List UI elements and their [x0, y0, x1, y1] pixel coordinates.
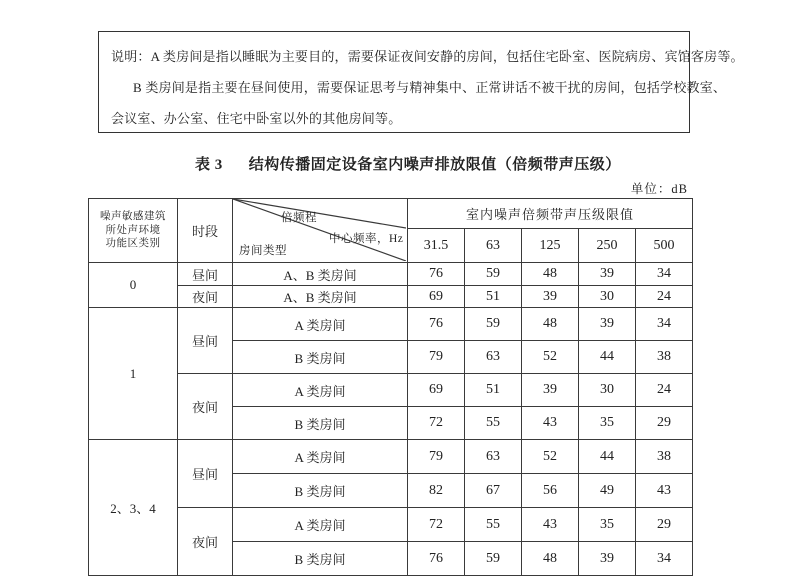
value-cell: 44 — [579, 341, 636, 374]
value-cell: 34 — [636, 308, 693, 341]
value-cell: 43 — [636, 474, 693, 508]
category-cell: 2、3、4 — [89, 440, 178, 576]
value-cell: 30 — [579, 374, 636, 407]
value-cell: 59 — [465, 263, 522, 286]
value-cell: 69 — [408, 286, 465, 308]
category-cell: 1 — [89, 308, 178, 440]
value-cell: 82 — [408, 474, 465, 508]
center-frequency-label: 中心频率，Hz — [329, 233, 404, 245]
value-cell: 52 — [522, 341, 579, 374]
table-row — [89, 263, 693, 286]
value-cell: 52 — [522, 440, 579, 474]
octave-band-label: 倍频程 — [281, 212, 317, 224]
period-cell: 昼间 — [178, 440, 233, 508]
room-cell: B 类房间 — [233, 407, 408, 440]
room-cell: A 类房间 — [233, 440, 408, 474]
value-cell: 39 — [522, 374, 579, 407]
value-cell: 48 — [522, 542, 579, 576]
noise-limits-table — [88, 198, 693, 576]
note-box — [98, 31, 744, 133]
freq-header-cell: 500 — [636, 229, 693, 263]
freq-header-cell: 31.5 — [408, 229, 465, 263]
value-cell: 55 — [465, 508, 522, 542]
value-cell: 51 — [465, 374, 522, 407]
note-line: 说明：A 类房间是指以睡眠为主要目的，需要保证夜间安静的房间，包括住宅卧室、医院病房、宾馆客房等。 — [111, 49, 744, 64]
note-line: B 类房间是指主要在昼间使用，需要保证思考与精神集中、正常讲话不被干扰的房间，包括学校教室、 — [133, 80, 727, 95]
table-title-text: 结构传播固定设备室内噪声排放限值（倍频带声压级） — [248, 157, 621, 173]
value-cell: 59 — [465, 542, 522, 576]
value-cell: 55 — [465, 407, 522, 440]
value-cell: 24 — [636, 286, 693, 308]
value-cell: 51 — [465, 286, 522, 308]
value-cell: 24 — [636, 374, 693, 407]
period-cell: 夜间 — [178, 374, 233, 440]
table-row — [89, 286, 693, 308]
value-cell: 72 — [408, 407, 465, 440]
freq-header-cell: 63 — [465, 229, 522, 263]
value-cell: 63 — [465, 440, 522, 474]
room-cell: A、B 类房间 — [233, 263, 408, 286]
period-header-cell: 时段 — [178, 199, 233, 263]
category-cell: 0 — [89, 263, 178, 308]
value-cell: 72 — [408, 508, 465, 542]
diagonal-corner-cell — [233, 199, 408, 263]
room-cell: B 类房间 — [233, 341, 408, 374]
value-cell: 39 — [579, 308, 636, 341]
row-header-cell — [89, 199, 178, 263]
period-cell: 夜间 — [178, 508, 233, 576]
value-cell: 39 — [579, 263, 636, 286]
value-cell: 49 — [579, 474, 636, 508]
period-cell: 昼间 — [178, 263, 233, 286]
row-header-line: 噪声敏感建筑 — [100, 211, 166, 223]
value-cell: 76 — [408, 542, 465, 576]
room-cell: B 类房间 — [233, 542, 408, 576]
value-cell: 39 — [579, 542, 636, 576]
note-line: 会议室、办公室、住宅中卧室以外的其他房间等。 — [111, 111, 402, 126]
room-cell: B 类房间 — [233, 474, 408, 508]
value-cell: 76 — [408, 263, 465, 286]
room-cell: A 类房间 — [233, 308, 408, 341]
freq-header-cell: 250 — [579, 229, 636, 263]
unit-label: 单位：dB — [630, 182, 688, 196]
table-number: 表 3 — [195, 157, 223, 173]
value-cell: 44 — [579, 440, 636, 474]
value-cell: 79 — [408, 341, 465, 374]
table-row — [89, 508, 693, 542]
value-cell: 34 — [636, 263, 693, 286]
table-row — [89, 440, 693, 474]
value-cell: 59 — [465, 308, 522, 341]
value-cell: 43 — [522, 407, 579, 440]
value-cell: 43 — [522, 508, 579, 542]
value-cell: 76 — [408, 308, 465, 341]
value-cell: 56 — [522, 474, 579, 508]
value-cell: 48 — [522, 263, 579, 286]
value-cell: 29 — [636, 508, 693, 542]
value-cell: 63 — [465, 341, 522, 374]
value-cell: 38 — [636, 341, 693, 374]
period-cell: 昼间 — [178, 308, 233, 374]
value-cell: 48 — [522, 308, 579, 341]
room-type-label: 房间类型 — [239, 245, 287, 257]
value-cell: 67 — [465, 474, 522, 508]
band-limit-header-cell: 室内噪声倍频带声压级限值 — [408, 199, 693, 229]
value-cell: 35 — [579, 508, 636, 542]
freq-header-cell: 125 — [522, 229, 579, 263]
table-title — [195, 153, 675, 174]
value-cell: 39 — [522, 286, 579, 308]
row-header-line: 所处声环境 — [105, 224, 161, 236]
row-header-line: 功能区类别 — [105, 238, 161, 250]
period-cell: 夜间 — [178, 286, 233, 308]
value-cell: 38 — [636, 440, 693, 474]
value-cell: 30 — [579, 286, 636, 308]
value-cell: 69 — [408, 374, 465, 407]
room-cell: A 类房间 — [233, 508, 408, 542]
value-cell: 29 — [636, 407, 693, 440]
table-row — [89, 374, 693, 407]
room-cell: A、B 类房间 — [233, 286, 408, 308]
table-row — [89, 308, 693, 341]
value-cell: 79 — [408, 440, 465, 474]
room-cell: A 类房间 — [233, 374, 408, 407]
value-cell: 35 — [579, 407, 636, 440]
value-cell: 34 — [636, 542, 693, 576]
